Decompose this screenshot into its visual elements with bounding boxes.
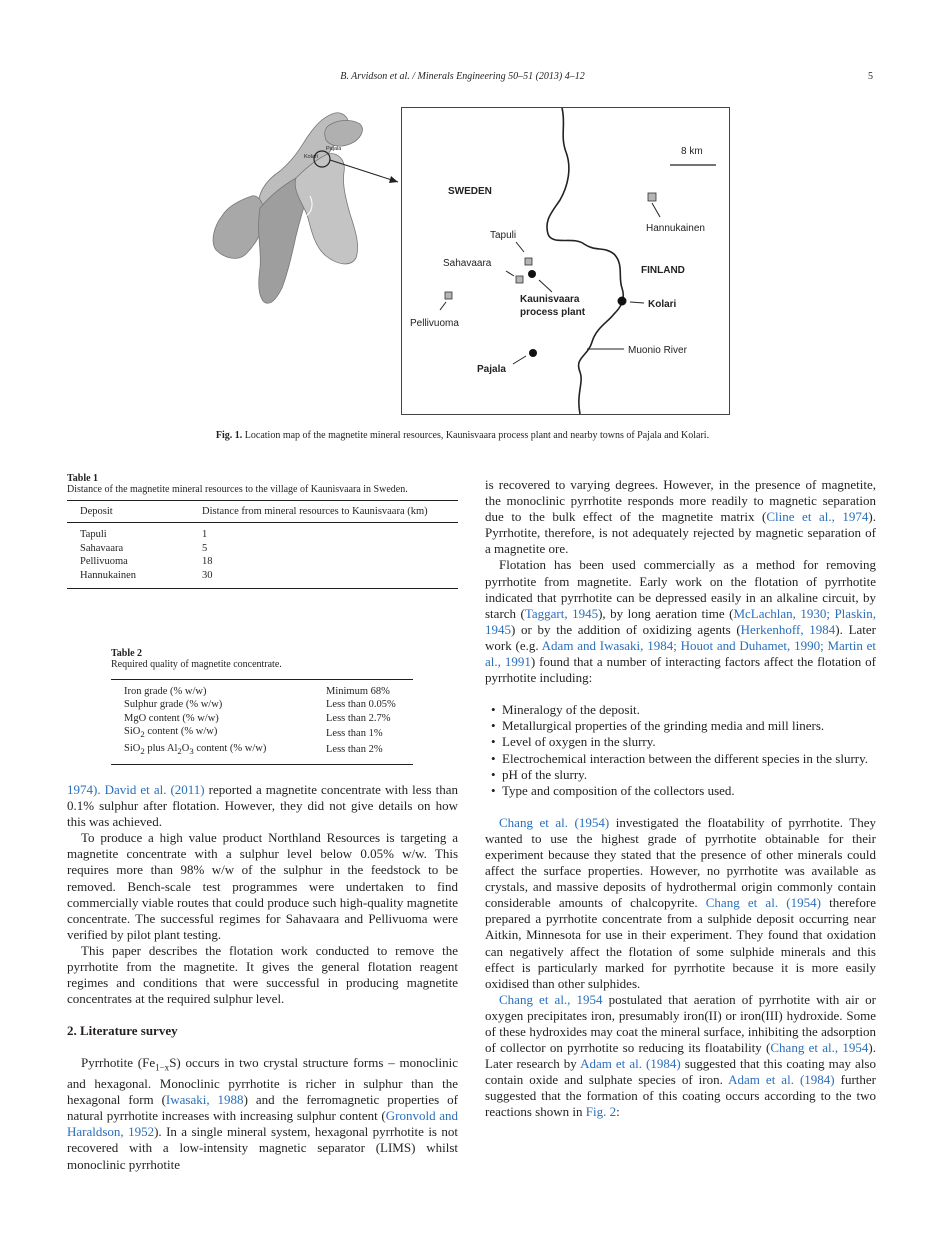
table-2-property: Sulphur grade (% w/w) xyxy=(124,699,223,711)
inset-label-kolari: Kolari xyxy=(304,154,319,160)
caption-label: Fig. 1. xyxy=(215,430,243,441)
citation-link[interactable]: Adam et al. (1984) xyxy=(728,1072,835,1088)
running-header xyxy=(0,71,925,87)
inset-label-pajala: Pajala xyxy=(326,146,342,152)
table-1-deposit: Tapuli xyxy=(80,529,107,541)
table-2-property: Iron grade (% w/w) xyxy=(124,686,207,697)
table-1 xyxy=(67,473,458,589)
site-label-hannukainen: Hannukainen xyxy=(646,223,705,234)
paragraph: To produce a high value product Northland Resources is targeting a magnetite concentrate with a sulphur level below 0.05% w/w. This requires more than 98% w/w of the sulphur in the feedstock to be removed. Bench-scale test programmes were undertaken to find commercially viable routes that could produce such high-quality magnetite concentrate. The successful regimes for Sahavaara and Pellivuoma were verified by pilot plant testing. xyxy=(67,830,458,942)
caption-text: Location map of the magnetite mineral resources, Kaunisvaara process plant and nearby towns of Pajala and Kolari. xyxy=(244,430,710,441)
table-row xyxy=(111,698,413,711)
table-2 xyxy=(111,648,413,765)
paragraph: is recovered to varying degrees. However, in the presence of magnetite, the monoclinic pyrrhotite responds more readily to magnetic separation due to the bulk effect of the magnetite matrix (Cline et al., 1974). Pyrrhotite, therefore, is not adequately rejected by magnetic separation of a magnetite ore. xyxy=(485,477,876,557)
table-row xyxy=(111,712,413,725)
citation-link[interactable]: Chang et al. (1954) xyxy=(705,895,821,911)
running-head: B. Arvidson et al. / Minerals Engineering 50–51 (2013) 4–12 xyxy=(340,71,585,82)
table-1-deposit: Hannukainen xyxy=(80,569,136,581)
figure-1-caption xyxy=(0,430,925,441)
table-1-distance: 1 xyxy=(202,529,208,541)
table-1-label: Table 1 xyxy=(67,473,99,484)
table-2-value: Minimum 68% xyxy=(326,686,390,697)
right-column-text xyxy=(485,477,876,1121)
paragraph: Pyrrhotite $(Fe_{1-x}S)$ occurs in two crystal structure forms – monoclinic and hexagonal. Monoclinic pyrrhotite is richer in sulphur than the hexagonal form (Iwasaki, 1988) and the ferromagnetic properties of natural pyrrhotite increases with increasing sulphur content (Gronvold and Haraldson, 1952). In a single mineral system, hexagonal pyrrhotite is not recovered with a low-intensity magnetic separator (LIMS) whilst monoclinic pyrrhotite xyxy=(67,1055,459,1172)
site-label-tapuli: Tapuli xyxy=(490,230,517,241)
table-1-distance: 5 xyxy=(202,542,208,554)
table-2-property: SiO$_2$ plus $Al_2O_3$ content (% w/w) xyxy=(124,742,267,756)
citation-link[interactable]: Adam et al. (1984) xyxy=(580,1056,681,1072)
citation-link[interactable]: Cline et al., 1974 xyxy=(766,509,869,525)
paragraph: 1974). David et al. (2011) reported a magnetite concentrate with less than 0.1% sulphur after flotation. However, they did not give details on how this was achieved. xyxy=(67,782,459,830)
site-label-pajala: Pajala xyxy=(477,364,506,375)
location-map-svg xyxy=(200,96,740,421)
table-2-label: Table 2 xyxy=(111,648,143,659)
site-marker-tapuli xyxy=(525,258,532,265)
figure-link[interactable]: Fig. 2 xyxy=(585,1104,617,1120)
site-marker-pellivuoma xyxy=(445,292,452,299)
inset-pointer-arrowhead xyxy=(389,176,398,183)
paragraph: Chang et al. (1954) investigated the floatability of pyrrhotite. They wanted to use the highest grade of pyrrhotite obtainable for their experiment because they stated that the presence of other minerals could affect the surface properties. However, no pyrrhotite was available as crystals, and massive deposits of hydrothermal origin commonly contain considerable amounts of chalcopyrite. Chang et al. (1954) therefore prepared a pyrrhotite concentrate from a sulphide deposit occurring near Aitkin, Minnesota for use in their experiment. They found that oxidation can negatively affect the flotation of some sulphide minerals and this effect is particularly marked for pyrrhotite because it is more easily oxidised than other sulphides. xyxy=(485,814,876,991)
citation-link[interactable]: Chang et al. (1954) xyxy=(499,814,610,830)
label-finland: FINLAND xyxy=(641,265,685,276)
list-item: • Mineralogy of the deposit. xyxy=(485,702,876,718)
factor-list xyxy=(485,702,876,799)
table-2-grid xyxy=(111,679,413,765)
table-row xyxy=(111,680,413,699)
list-item: • Level of oxygen in the slurry. xyxy=(485,734,876,750)
site-label-pellivuoma: Pellivuoma xyxy=(410,318,459,329)
table-row xyxy=(111,725,413,742)
citation-link[interactable]: Chang et al., 1954 xyxy=(499,991,603,1007)
citation-link[interactable]: Herkenhoff, 1984 xyxy=(740,621,836,637)
table-2-value: Less than 2% xyxy=(326,744,383,756)
site-marker-kaunisvaara xyxy=(528,270,536,278)
table-2-value: Less than 1% xyxy=(326,727,383,739)
citation-link[interactable]: McLachlan, 1930; Plaskin, 1945 xyxy=(485,605,876,637)
site-marker-sahavaara xyxy=(516,276,523,283)
page-number: 5 xyxy=(868,71,873,82)
list-item: • Metallurgical properties of the grinding media and mill liners. xyxy=(485,718,876,734)
scandinavia-inset-map xyxy=(213,113,398,303)
site-marker-hannukainen xyxy=(648,193,656,201)
site-marker-pajala xyxy=(529,349,537,357)
scale-label: 8 km xyxy=(681,146,703,157)
table-1-header-distance: Distance from mineral resources to Kaunisvaara (km) xyxy=(202,506,428,517)
table-1-grid xyxy=(67,500,458,589)
figure-1-location-map xyxy=(200,96,740,421)
citation-link[interactable]: Chang et al., 1954 xyxy=(770,1040,869,1056)
table-1-title: Distance of the magnetite mineral resources to the village of Kaunisvaara in Sweden. xyxy=(67,484,408,495)
citation-link[interactable]: Gronvold and Haraldson, 1952 xyxy=(67,1108,458,1140)
site-label-sahavaara: Sahavaara xyxy=(443,258,492,269)
section-heading: 2. Literature survey xyxy=(67,1023,178,1039)
site-label-kolari: Kolari xyxy=(648,299,677,310)
table-row xyxy=(67,569,458,589)
table-row xyxy=(67,523,458,542)
table-2-value: Less than 2.7% xyxy=(326,712,391,724)
table-1-deposit: Pellivuoma xyxy=(80,556,128,568)
table-1-header-deposit: Deposit xyxy=(80,506,113,517)
paragraph: Chang et al., 1954 postulated that aeration of pyrrhotite with air or oxygen precipitates iron, presumably iron(II) or iron(III) hydroxide. Some of these hydroxides may coat the mineral surface, inhibiting the adsorption of collector on pyrrhotite so reducing its floatability (Chang et al., 1954). Later research by Adam et al. (1984) suggested that this coating may also contain oxide and sulphate species of iron. Adam et al. (1984) further suggested that the formation of this coating occurs according to the two reactions shown in Fig. 2: xyxy=(485,991,876,1120)
citation-link[interactable]: 1974). xyxy=(67,782,101,797)
citation-link[interactable]: Adam and Iwasaki, 1984; Houot and Duhamet, 1990; Martin et al., 1991 xyxy=(485,637,876,670)
table-2-title: Required quality of magnetite concentrate. xyxy=(111,659,282,670)
site-label-kaunisvaara-1: Kaunisvaara xyxy=(520,294,580,305)
table-2-property: MgO content (% w/w) xyxy=(124,712,219,724)
list-item: • Type and composition of the collectors used. xyxy=(485,783,876,799)
list-item: • Electrochemical interaction between the different species in the slurry. xyxy=(485,751,876,767)
table-row xyxy=(67,555,458,568)
site-label-kaunisvaara-2: process plant xyxy=(520,307,586,318)
table-1-deposit: Sahavaara xyxy=(80,542,124,554)
paragraph: Flotation has been used commercially as a method for removing pyrrhotite from magnetite. Early work on the flotation of pyrrhotite indicated that pyrrhotite can be depressed easily in an alkaline circuit, by starch (Taggart, 1945), by long aeration time (McLachlan, 1930; Plaskin, 1945) or by the addition of oxidizing agents (Herkenhoff, 1984). Later work (e.g. Adam and Iwasaki, 1984; Houot and Duhamet, 1990; Martin et al., 1991) found that a number of interacting factors affect the flotation of pyrrhotite including: xyxy=(485,557,876,686)
site-marker-kolari xyxy=(618,297,627,306)
citation-link[interactable]: David et al. (2011) xyxy=(104,782,205,797)
list-item: • pH of the slurry. xyxy=(485,767,876,783)
table-row xyxy=(111,742,413,765)
table-2-value: Less than 0.05% xyxy=(326,699,396,711)
citation-link[interactable]: Taggart, 1945 xyxy=(524,605,599,621)
citation-link[interactable]: Iwasaki, 1988 xyxy=(165,1092,244,1108)
table-1-distance: 30 xyxy=(202,569,213,581)
label-sweden: SWEDEN xyxy=(448,186,492,197)
table-1-distance: 18 xyxy=(202,556,213,568)
table-row xyxy=(67,542,458,555)
table-2-property: SiO$_2$ content (% w/w) xyxy=(124,726,218,740)
left-column-text xyxy=(67,782,458,1173)
paragraph: This paper describes the flotation work conducted to remove the pyrrhotite from the magnetite. It gives the general flotation reagent regimes and conditions that were successful in producing magnetite concentrates at the required sulphur level. xyxy=(67,942,458,1007)
site-label-muonio: Muonio River xyxy=(628,345,687,356)
